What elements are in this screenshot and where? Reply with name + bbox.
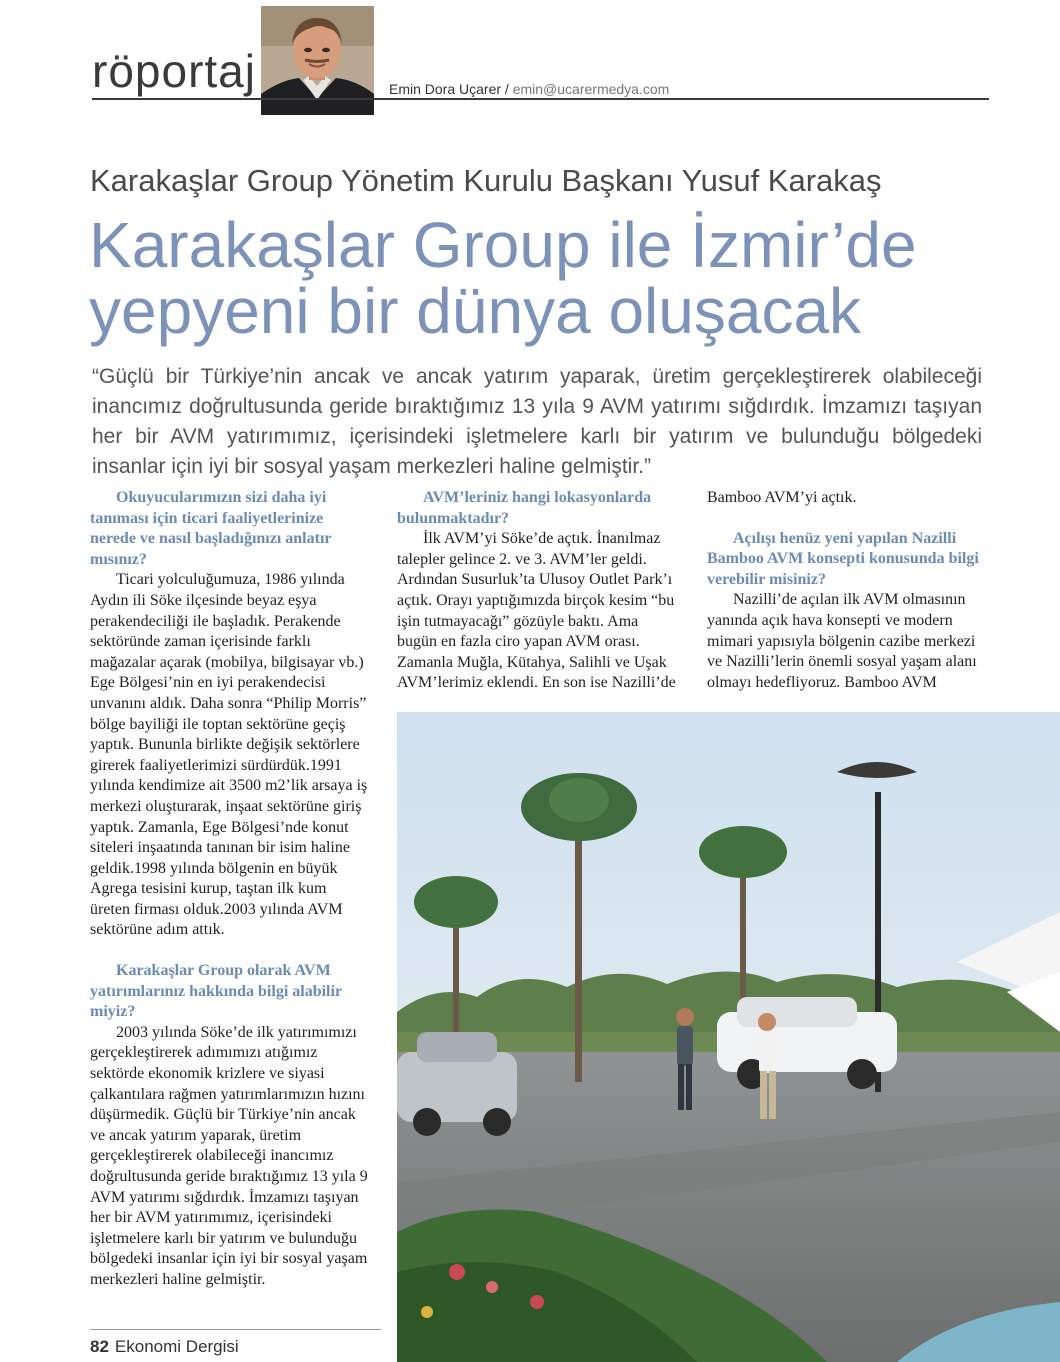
- kicker: Karakaşlar Group Yönetim Kurulu Başkanı Yusuf Karakaş: [90, 163, 882, 198]
- answer-2: 2003 yılında Söke’de ilk yatırımımızı gerçekleştirerek adımımızı atığımız sektörde ekonomik krizlere ve siyasi çalkantılara rağmen yatırımlarımızın hızını düşürmedik. Güçlü bir Türkiye’nin ancak ve ancak yatırım yaparak, üretim gerçekleştirerek olabileceği inancımız doğrultusunda geride bıraktığımız 13 yıla 9 AVM yatırımı sığdırdık. İmzamızı taşıyan her bir AVM yatırımımız, içerisindeki işletmelere karlı bir yatırım ve bulunduğu bölgedeki insanlar için iyi bir sosyal yaşam merkezleri haline gelmiştir.: [90, 1023, 368, 1288]
- headline-line-1: Karakaşlar Group ile İzmir’de: [89, 209, 917, 281]
- author-email: emin@ucarermedya.com: [512, 81, 670, 97]
- question-4: Açılışı henüz yeni yapılan Nazilli Bamboo AVM konsepti konusunda bilgi verebilir misiniz?: [707, 529, 979, 588]
- byline-separator: /: [501, 81, 513, 97]
- bamboo-avm-rendering-image: [397, 712, 1060, 1362]
- answer-1: Ticari yolculuğumuza, 1986 yılında Aydın ili Söke ilçesinde beyaz eşya perakendeciliği ile başladık. Perakende sektöründe zaman içerisinde farklı mağazalar açarak (mobilya, bilgisayar vb.) Ege Bölgesi’nin en iyi perakendecisi unvanını aldık. Daha sonra “Philip Morris” bölge bayiliği ile toptan sektörüne geçiş yaptık. Bununla birlikte değişik sektörlere girerek faaliyetlerimizi sürdürdük.1991 yılında kendimize ait 3500 m2’lik arsaya iş merkezi oluşturarak, inşaat sektörüne giriş yaptık. Zamanla, Ege Bölgesi’nde konut siteleri inşaatında tanınan bir isim haline geldik.1998 yılında bölgenin en büyük Agrega tesisini kurup, taştan ilk kum üreten firması olduk.2003 yılında AVM sektörüne adım attık.: [90, 571, 368, 939]
- header-rule: [92, 98, 989, 100]
- footer-rule: [90, 1329, 381, 1330]
- lead-quote: “Güçlü bir Türkiye’nin ancak ve ancak yatırım yaparak, üretim gerçekleştirerek olabileceği inancımız doğrultusunda geride bıraktığımız 13 yıla 9 AVM yatırımı sığdırdık. İmzamızı taşıyan her bir AVM yatırımımız, içerisindeki işletmelere karlı bir yatırım ve bulunduğu bölgedeki insanlar için iyi bir sosyal yaşam merkezleri haline gelmiştir.”: [92, 365, 982, 478]
- paragraph-spacer: [90, 941, 370, 961]
- headline: [89, 209, 989, 347]
- page-footer: [90, 1337, 239, 1357]
- question-1: Okuyucularımızın sizi daha iyi tanıması için ticari faaliyetlerinize nerede ve nasıl başladığınızı anlatır mısınız?: [90, 489, 332, 568]
- column-2: [397, 488, 680, 694]
- column-3: [707, 488, 990, 693]
- answer-4: Nazilli’de açılan ilk AVM olmasının yanında açık hava konsepti ve modern mimari yapısıyla bölgenin cazibe merkezi ve Nazilli’lerin önemli sosyal yaşam alanı olmayı hedefliyoruz. Bamboo AVM: [707, 591, 977, 691]
- question-3: AVM’leriniz hangi lokasyonlarda bulunmaktadır?: [397, 489, 652, 527]
- column-1: [90, 488, 370, 1291]
- paragraph-spacer: [707, 509, 990, 529]
- byline: [389, 81, 669, 97]
- answer-3: İlk AVM’yi Söke’de açtık. İnanılmaz talepler gelince 2. ve 3. AVM’ler geldi. Ardından Susurluk’ta Ulusoy Outlet Park’ı açtık. Orayı yaptığımızda birçok kesim “bu işin tutmayacağı” gözüyle baktı. Ama bugün en fazla ciro yapan AVM orası. Zamanla Muğla, Kütahya, Salihli ve Uşak AVM’lerimiz eklendi. En son ise Nazilli’de: [397, 530, 676, 692]
- section-label: röportaj: [92, 45, 256, 97]
- page-number: 82: [90, 1337, 109, 1356]
- bamboo-avm-rendering: [397, 712, 1060, 1362]
- author-name: Emin Dora Uçarer: [389, 81, 502, 97]
- question-2: Karakaşlar Group olarak AVM yatırımlarınız hakkında bilgi alabilir miyiz?: [90, 962, 342, 1021]
- headline-line-2: yepyeni bir dünya oluşacak: [89, 275, 862, 347]
- publication-name: Ekonomi Dergisi: [114, 1337, 239, 1356]
- answer-3-continued: Bamboo AVM’yi açtık.: [707, 489, 857, 506]
